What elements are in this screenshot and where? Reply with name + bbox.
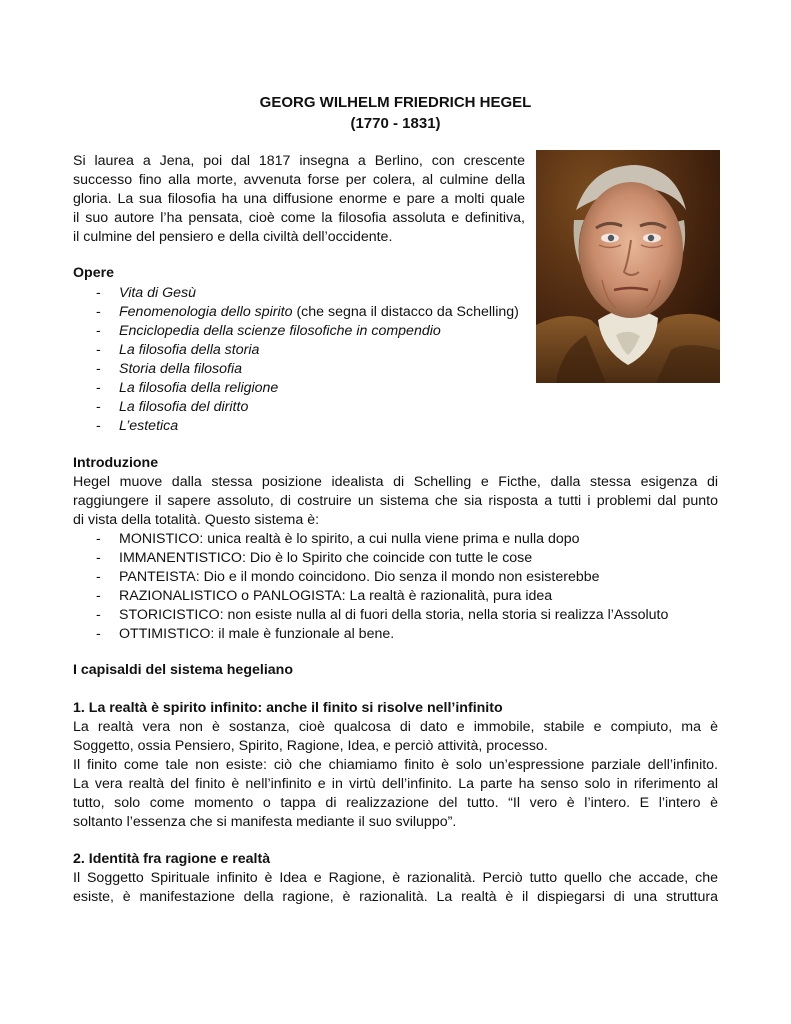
section-2-paragraph <box>73 869 718 907</box>
section-1-heading: 1. La realtà è spirito infinito: anche il finito si risolve nell’infinito <box>73 700 503 716</box>
paragraph-line: il suo autore l’ha pensata, cioè come la filosofia assoluta e definitiva, <box>73 210 525 226</box>
paragraph-line: esiste, è manifestazione della ragione, è razionalità. La realtà è il dispiegarsi di una struttura <box>73 889 718 905</box>
section-1-paragraph <box>73 718 718 832</box>
list-item: - L’estetica <box>96 418 179 434</box>
list-item: - Vita di Gesù <box>96 285 197 301</box>
paragraph-line: Soggetto, ossia Pensiero, Spirito, Ragione, Idea, e perciò attività, processo. <box>73 738 548 754</box>
paragraph-line: Hegel muove dalla stessa posizione idealista di Schelling e Ficthe, dalla stessa esigenza di <box>73 474 718 490</box>
list-item: - Fenomenologia dello spirito (che segna il distacco da Schelling) <box>96 304 519 320</box>
list-item: - Enciclopedia della scienze filosofiche in compendio <box>96 323 441 339</box>
list-item: - La filosofia della storia <box>96 342 260 358</box>
paragraph-line: tutto, solo come momento o tappa di realizzazione del tutto. “Il vero è l’intero. E l’intero è <box>73 795 718 811</box>
list-item: - La filosofia del diritto <box>96 399 249 415</box>
page-title: GEORG WILHELM FRIEDRICH HEGEL <box>259 94 532 111</box>
paragraph-line: successo fino alla morte, avvenuta forse per colera, al culmine della <box>73 172 525 188</box>
intro-paragraph <box>73 152 525 247</box>
paragraph-line: gloria. La sua filosofia ha una diffusione enorme e pare a molti quale <box>73 191 525 207</box>
paragraph-line: La realtà vera non è sostanza, cioè qualcosa di dato e immobile, stabile e compiuto, ma è <box>73 719 718 735</box>
list-item: - STORICISTICO: non esiste nulla al di fuori della storia, nella storia si realizza l’Assoluto <box>96 607 669 623</box>
paragraph-line: Si laurea a Jena, poi dal 1817 insegna a Berlino, con crescente <box>73 153 525 169</box>
list-item: - Storia della filosofia <box>96 361 243 377</box>
opere-list <box>73 284 519 436</box>
list-item: - OTTIMISTICO: il male è funzionale al bene. <box>96 626 395 642</box>
paragraph-line: di vista della totalità. Questo sistema è: <box>73 512 320 528</box>
page-subtitle-years: (1770 - 1831) <box>350 115 441 132</box>
list-item: - PANTEISTA: Dio e il mondo coincidono. Dio senza il mondo non esisterebbe <box>96 569 600 585</box>
introduzione-paragraph <box>73 473 718 530</box>
paragraph-line: La vera realtà del finito è nell’infinito e in virtù dell’infinito. La parte ha senso solo in riferimento al <box>73 776 718 792</box>
paragraph-line: soltanto l’essenza che si manifesta mediante il suo sviluppo”. <box>73 814 457 830</box>
paragraph-line: raggiungere il sapere assoluto, di costruire un sistema che sia risposta a tutti i problemi dal punto <box>73 493 718 509</box>
capisaldi-heading: I capisaldi del sistema hegeliano <box>73 662 293 678</box>
list-item: - RAZIONALISTICO o PANLOGISTA: La realtà è razionalità, pura idea <box>96 588 553 604</box>
section-2-heading: 2. Identità fra ragione e realtà <box>73 851 271 867</box>
introduzione-heading: Introduzione <box>73 455 159 471</box>
paragraph-line: Il finito come tale non esiste: ciò che chiamiamo finito è solo un’espressione parziale dell’infinito. <box>73 757 718 773</box>
paragraph-line: Il Soggetto Spirituale infinito è Idea e Ragione, è razionalità. Perciò tutto quello che accade, che <box>73 870 718 886</box>
list-item: - IMMANENTISTICO: Dio è lo Spirito che coincide con tutte le cose <box>96 550 533 566</box>
opere-heading: Opere <box>73 265 115 281</box>
list-item: - La filosofia della religione <box>96 380 279 396</box>
system-features-list <box>73 530 668 644</box>
paragraph-line: il culmine del pensiero e della civiltà dell’occidente. <box>73 229 393 245</box>
list-item: - MONISTICO: unica realtà è lo spirito, a cui nulla viene prima e nulla dopo <box>96 531 580 547</box>
hegel-portrait-image <box>536 150 720 383</box>
